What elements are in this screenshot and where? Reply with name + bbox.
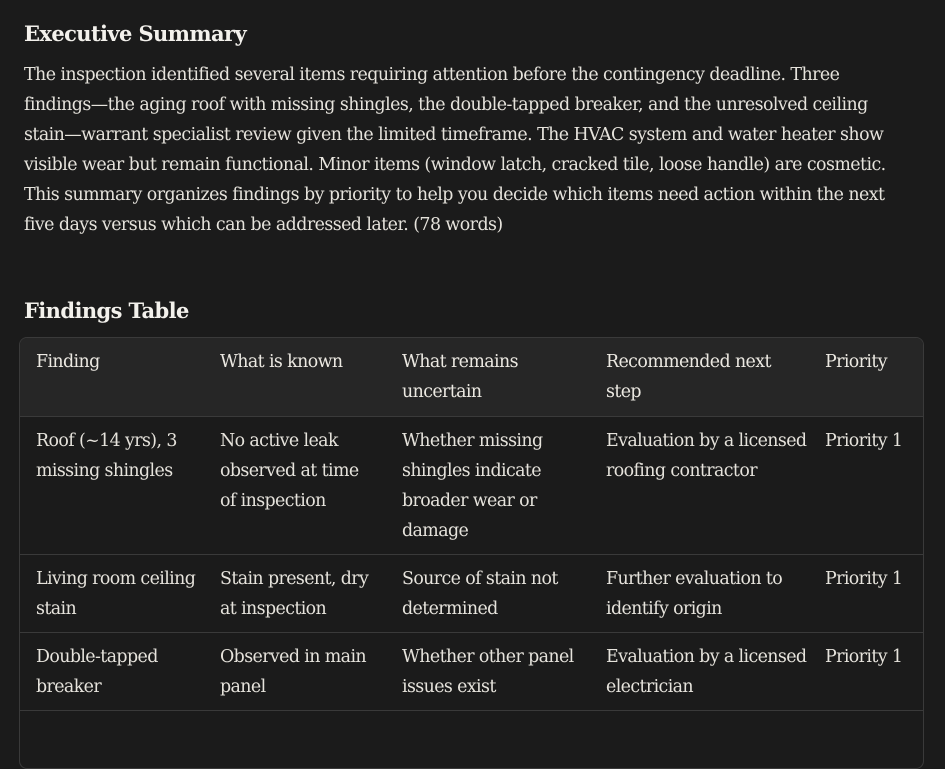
table-row <box>20 555 923 633</box>
cell-priority: Priority 1 <box>819 417 923 555</box>
column-header-known: What is known <box>204 338 386 417</box>
cell-priority: Priority 1 <box>819 555 923 633</box>
cell-uncertain: Whether missing shingles indicate broader wear or damage <box>386 417 590 555</box>
findings-table <box>20 338 923 711</box>
findings-table-heading: Findings Table <box>24 298 189 323</box>
column-header-priority: Priority <box>819 338 923 417</box>
executive-summary-text: The inspection identified several items requiring attention before the contingency deadline. Three findings—the aging roof with missing shingles, the double-tapped breaker, and the unresolved ceiling stain—warrant specialist review given the limited timeframe. The HVAC system and water heater show visible wear but remain functional. Minor items (window latch, cracked tile, loose handle) are cosmetic. This summary organizes findings by priority to help you decide which items need action within the next five days versus which can be addressed later. (78 words) <box>24 65 886 235</box>
cell-next-step: Further evaluation to identify origin <box>590 555 819 633</box>
cell-known: Observed in main panel <box>204 633 386 711</box>
cell-next-step: Evaluation by a licensed roofing contractor <box>590 417 819 555</box>
cell-finding: Double-tapped breaker <box>20 633 204 711</box>
cell-finding: Living room ceiling stain <box>20 555 204 633</box>
cell-known: Stain present, dry at inspection <box>204 555 386 633</box>
column-header-next-step: Recommended next step <box>590 338 819 417</box>
table-header-row <box>20 338 923 417</box>
cell-known: No active leak observed at time of inspection <box>204 417 386 555</box>
findings-table-container <box>19 337 924 769</box>
column-header-uncertain: What remains uncertain <box>386 338 590 417</box>
executive-summary-heading: Executive Summary <box>24 21 247 46</box>
cell-finding: Roof (~14 yrs), 3 missing shingles <box>20 417 204 555</box>
column-header-finding: Finding <box>20 338 204 417</box>
table-row <box>20 633 923 711</box>
cell-uncertain: Source of stain not determined <box>386 555 590 633</box>
table-row <box>20 417 923 555</box>
cell-uncertain: Whether other panel issues exist <box>386 633 590 711</box>
cell-priority: Priority 1 <box>819 633 923 711</box>
cell-next-step: Evaluation by a licensed electrician <box>590 633 819 711</box>
